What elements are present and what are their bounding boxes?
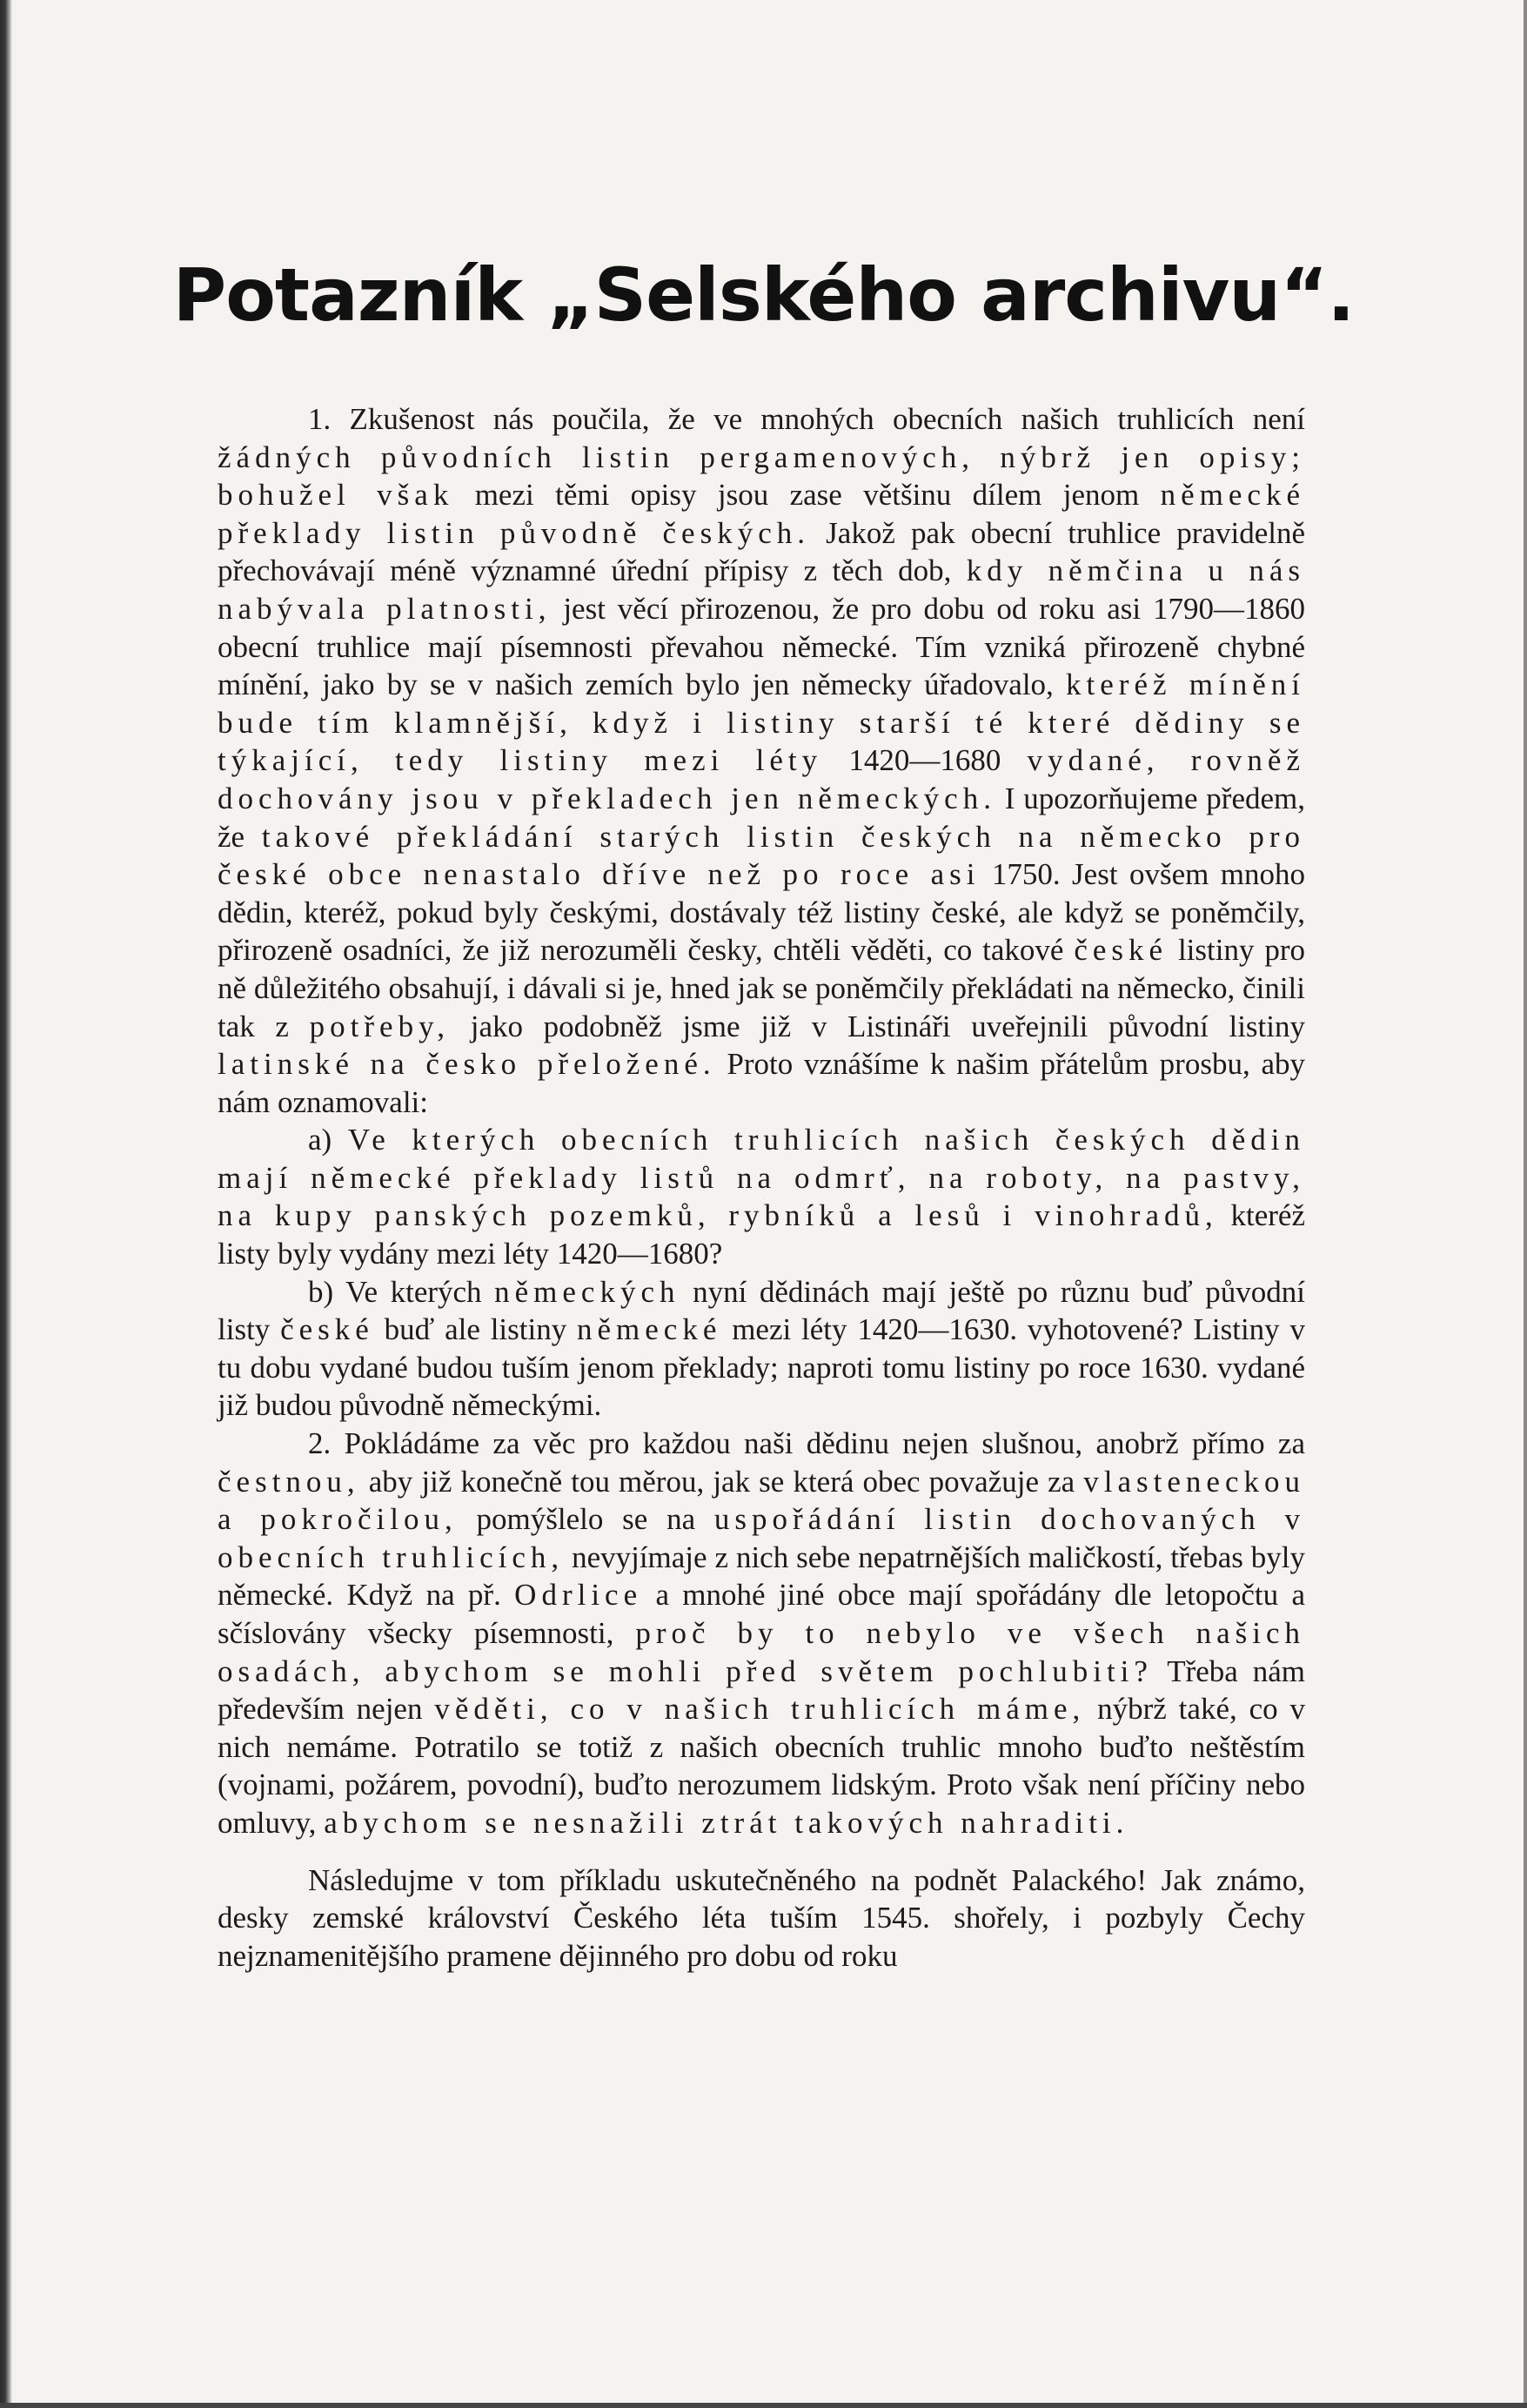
spaced-emphasis-text: takové překládání starých listin českých na německo pro české obce nenastalo dříve než po roce asi	[218, 819, 1305, 892]
text-run: pomýšlelo se na	[457, 1502, 714, 1537]
text-run: a mnohé jiné obce mají spořádány dle letopočtu a sčíslovány všecky písemnosti,	[218, 1578, 1305, 1650]
spaced-emphasis-text: bohužel však	[218, 478, 454, 513]
spaced-emphasis-text: kdy němčina u nás nabývala platnosti,	[218, 553, 1305, 626]
text-run: mezi těmi opisy jsou zase většinu dílem jenom	[453, 478, 1161, 513]
article-body	[218, 400, 1305, 1975]
paragraph-item-b	[218, 1273, 1305, 1425]
text-run: jest věcí přirozenou, že pro dobu od roku asi 1790—1860 obecní truhlice mají písemnosti převahou německé. Tím vzniká přirozeně chybné mínění, jako by se v našich zemích bylo jen německy úřadovalo,	[218, 591, 1305, 702]
text-run: 1420—1680	[822, 743, 1028, 778]
text-run: 1. Zkušenost nás poučila, že ve mnohých obecních našich truhlicích není	[308, 402, 1305, 436]
spaced-emphasis-text: vlasteneckou a pokročilou,	[218, 1464, 1305, 1537]
text-run: Jakož pak obecní truhlice pravidelně přechovávají méně významné úřední přípisy z těch dob,	[218, 515, 1305, 588]
paragraph-3	[218, 1861, 1305, 1975]
scan-edge-right	[1524, 0, 1527, 2408]
spaced-emphasis-text: latinské na česko přeložené.	[218, 1047, 716, 1082]
scan-edge-bottom	[0, 2403, 1527, 2408]
text-run: I upozorňujeme předem, že	[218, 781, 1305, 854]
text-run: mezi léty 1420—1630. vyhotovené? Listiny v tu dobu vydané budou tuším jenom překlady; naproti tomu listiny po roce 1630. vydané již budou původně německými.	[218, 1312, 1305, 1423]
text-run: kteréž listy byly vydány mezi léty 1420—1680?	[218, 1198, 1306, 1271]
text-run: nevyjímaje z nich sebe nepatrnějších maličkostí, třebas byly německé. Když na př.	[218, 1539, 1305, 1613]
text-run: a)	[308, 1123, 348, 1157]
text-run: jako podobněž jsme již v Listináři uveřejnili původní listiny	[450, 1009, 1305, 1043]
text-run: buď ale listiny	[373, 1312, 578, 1347]
paragraph-2	[218, 1425, 1305, 1842]
text-run: b) Ve kterých	[308, 1274, 495, 1309]
spaced-emphasis-text: české	[1074, 933, 1169, 968]
spaced-emphasis-text: německých	[494, 1274, 680, 1309]
spaced-emphasis-text: abychom se nesnažili ztrát takových nahraditi.	[324, 1805, 1129, 1840]
text-run: Třeba nám především nejen	[218, 1653, 1305, 1727]
spaced-emphasis-text: české	[280, 1312, 374, 1347]
text-run: nyní dědinách mají ještě po různu buď původní listy	[218, 1274, 1305, 1347]
text-run: 2. Pokládáme za věc pro každou naši dědinu nejen slušnou, anobrž přímo za	[308, 1426, 1305, 1461]
paragraph-item-a	[218, 1121, 1305, 1272]
spaced-emphasis-text: německé	[577, 1312, 722, 1347]
text-run: nýbrž také, co v nich nemáme. Potratilo se totiž z našich obecních truhlic mnoho buďto neštěstím (vojnami, požárem, povodní), buďto nerozumem lidským. Proto však není příčiny nebo omluvy,	[218, 1692, 1305, 1840]
page-title: Potazník „Selského archivu“.	[172, 252, 1355, 338]
spaced-emphasis-text: proč by to nebylo ve všech našich osadách, abychom se mohli před světem pochlubiti?	[218, 1616, 1305, 1688]
spaced-emphasis-text: vydané, rovněž dochovány jsou v překladech jen německých.	[218, 743, 1305, 815]
scan-edge-left	[0, 0, 12, 2408]
spaced-emphasis-text: uspořádání listin dochovaných v obecních truhlicích,	[218, 1502, 1305, 1574]
text-run: 1750. Jest ovšem mnoho dědin, kteréž, pokud byly českými, dostávaly též listiny české, ale když se poněmčily, přirozeně osadníci, že již nerozuměli česky, chtěli věděti, co takové	[218, 857, 1305, 968]
spaced-emphasis-text: čestnou,	[218, 1464, 360, 1499]
spaced-emphasis-text: žádných původních listin pergamenových, nýbrž jen opisy;	[218, 439, 1305, 474]
spaced-emphasis-text: věděti, co v našich truhlicích máme,	[434, 1692, 1086, 1727]
spaced-emphasis-text: Odrlice	[514, 1578, 643, 1613]
spaced-emphasis-text: Ve kterých obecních truhlicích našich českých dědin mají německé překlady listů na odmrť, na roboty, na pastvy, na kupy panských pozemků, rybníků a lesů i vinohradů,	[218, 1123, 1305, 1233]
text-run: Proto vznášíme k našim přátelům prosbu, aby nám oznamovali:	[218, 1047, 1305, 1119]
spaced-emphasis-text: německé překlady listin původně českých.	[218, 478, 1305, 550]
paragraph-1	[218, 400, 1305, 1121]
spaced-emphasis-text: potřeby,	[309, 1009, 451, 1043]
text-run: aby již konečně tou měrou, jak se která obec považuje za	[359, 1464, 1084, 1499]
spaced-emphasis-text: kteréž mínění bude tím klamnější, když i listiny starší té které dědiny se týkající, tedy listiny mezi léty	[218, 667, 1305, 778]
text-run: Následujme v tom příkladu uskutečněného na podnět Palackého! Jak známo, desky zemské království Českého léta tuším 1545. shořely, i pozbyly Čechy nejznamenitějšího pramene dějinného pro dobu od roku	[218, 1862, 1305, 1973]
text-run: listiny pro ně důležitého obsahují, i dávali si je, hned jak se poněmčily překládati na německo, činili tak z	[218, 933, 1305, 1043]
